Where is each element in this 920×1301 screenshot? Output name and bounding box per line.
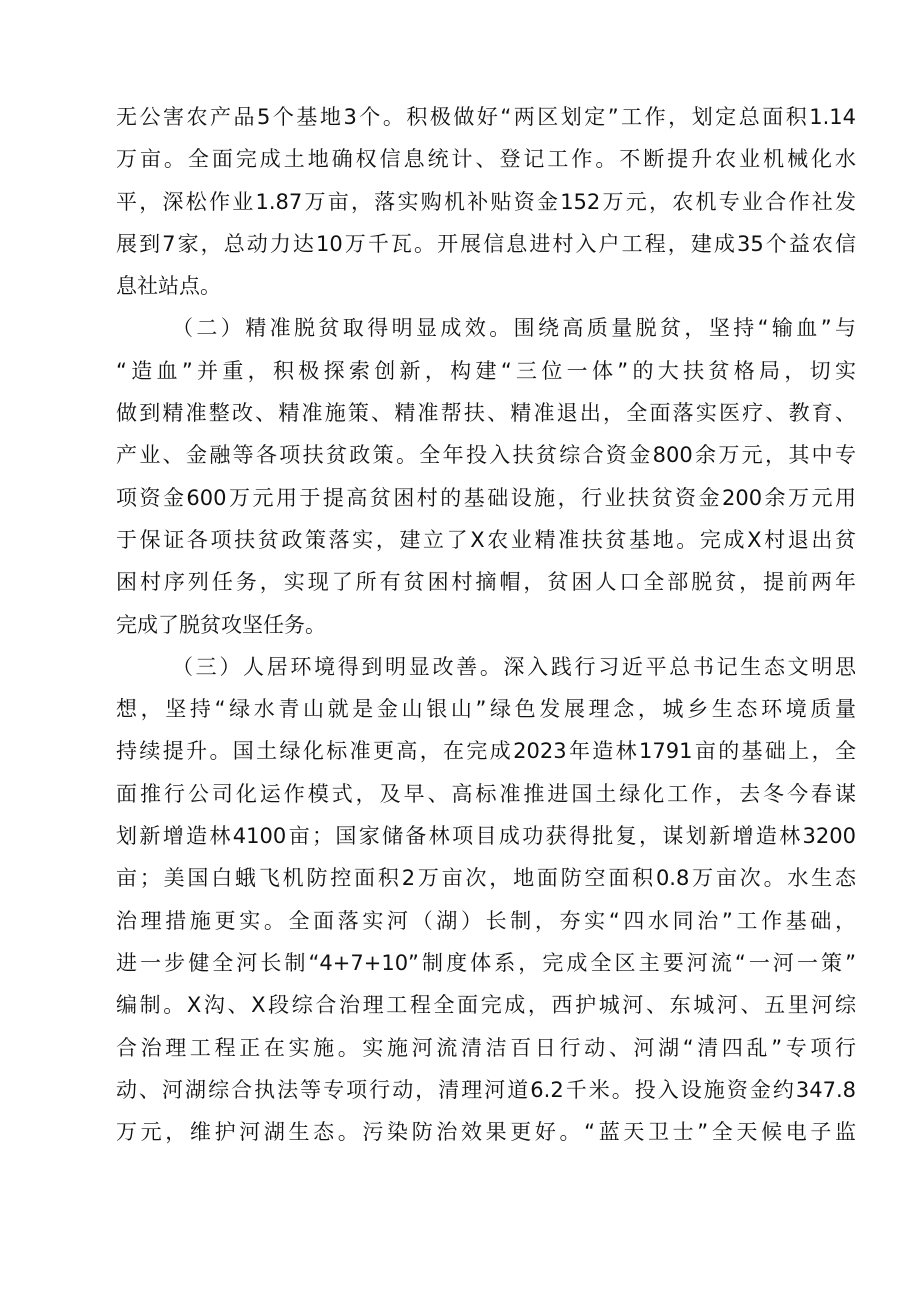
paragraph-line: 合治理工程正在实施。实施河流清洁百日行动、河湖“清四乱”专项行 <box>116 1035 856 1060</box>
document-body <box>116 96 856 1153</box>
paragraph-line: 编制。X沟、X段综合治理工程全面完成，西护城河、东城河、五里河综 <box>116 993 856 1018</box>
paragraph-line: 息社站点。 <box>116 274 221 299</box>
paragraph-line: 项资金600万元用于提高贫困村的基础设施，行业扶贫资金200余万元用 <box>116 485 856 510</box>
paragraph-line: 平，深松作业1.87万亩，落实购机补贴资金152万元，农机专业合作社发 <box>116 189 856 214</box>
paragraph-poverty-alleviation <box>116 307 856 645</box>
paragraph-line: 面推行公司化运作模式，及早、高标准推进国土绿化工作，去冬今春谋 <box>116 781 856 806</box>
paragraph-line: 持续提升。国土绿化标准更高，在完成2023年造林1791亩的基础上，全 <box>116 739 856 764</box>
paragraph-line: 进一步健全河长制“4+7+10”制度体系，完成全区主要河流“一河一策” <box>116 950 856 975</box>
paragraph-line: 亩；美国白蛾飞机防控面积2万亩次，地面防空面积0.8万亩次。水生态 <box>116 866 856 891</box>
paragraph-line: 产业、金融等各项扶贫政策。全年投入扶贫综合资金800余万元，其中专 <box>116 443 856 468</box>
paragraph-line: “造血”并重，积极探索创新，构建“三位一体”的大扶贫格局，切实 <box>116 358 856 383</box>
paragraph-line: 万亩。全面完成土地确权信息统计、登记工作。不断提升农业机械化水 <box>116 147 856 172</box>
paragraph-line: 完成了脱贫攻坚任务。 <box>116 612 326 637</box>
paragraph-line: 展到7家，总动力达10万千瓦。开展信息进村入户工程，建成35个益农信 <box>116 231 856 256</box>
paragraph-living-environment <box>116 646 856 1154</box>
paragraph-line: 划新增造林4100亩；国家储备林项目成功获得批复，谋划新增造林3200 <box>116 824 856 849</box>
paragraph-line: 动、河湖综合执法等专项行动，清理河道6.2千米。投入设施资金约347.8 <box>116 1077 856 1102</box>
paragraph-heading-line: （二）精准脱贫取得明显成效。围绕高质量脱贫，坚持“输血”与 <box>172 316 856 341</box>
paragraph-line: 无公害农产品5个基地3个。积极做好“两区划定”工作，划定总面积1.14 <box>116 105 856 129</box>
paragraph-line: 于保证各项扶贫政策落实，建立了X农业精准扶贫基地。完成X村退出贫 <box>116 527 856 552</box>
paragraph-line: 治理措施更实。全面落实河（湖）长制，夯实“四水同治”工作基础， <box>116 908 856 933</box>
paragraph-line: 困村序列任务，实现了所有贫困村摘帽，贫困人口全部脱贫，提前两年 <box>116 570 856 595</box>
paragraph-heading-line: （三）人居环境得到明显改善。深入践行习近平总书记生态文明思 <box>172 654 856 679</box>
paragraph-line: 万元，维护河湖生态。污染防治效果更好。“蓝天卫士”全天候电子监 <box>116 1120 856 1145</box>
paragraph-agriculture <box>116 96 856 307</box>
paragraph-line: 做到精准整改、精准施策、精准帮扶、精准退出，全面落实医疗、教育、 <box>116 401 856 426</box>
paragraph-line: 想，坚持“绿水青山就是金山银山”绿色发展理念，城乡生态环境质量 <box>116 697 856 722</box>
